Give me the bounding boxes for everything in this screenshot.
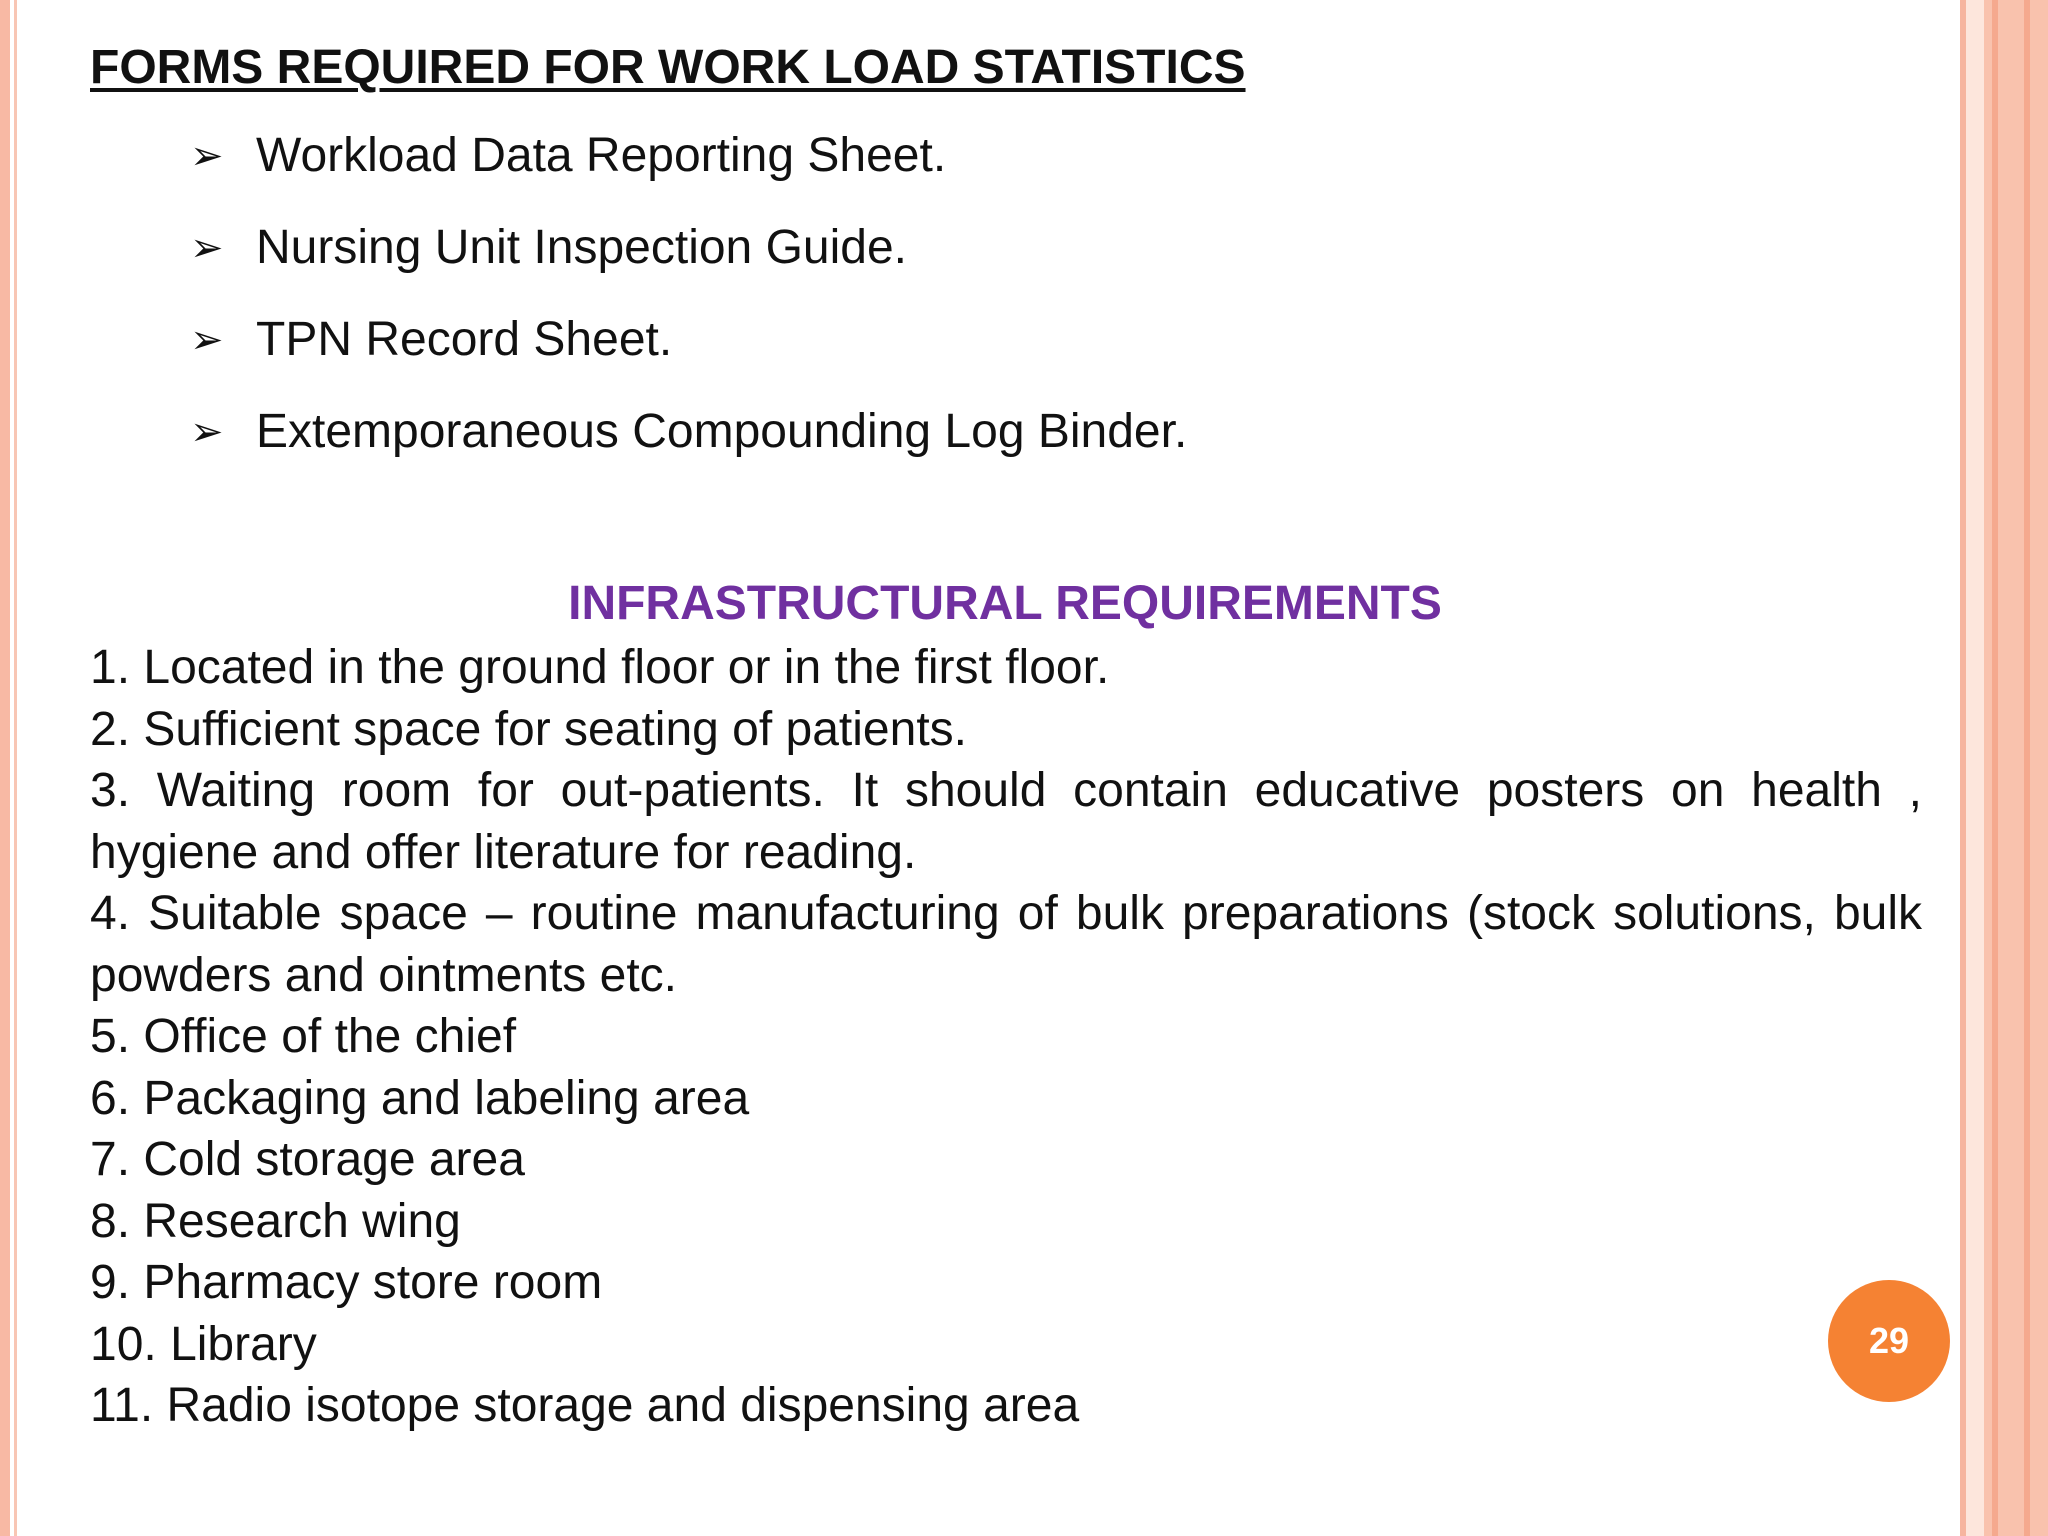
forms-list-item-text: Workload Data Reporting Sheet. <box>256 129 947 182</box>
infrastructure-list-item: 4. Suitable space – routine manufacturing of bulk preparations (stock solutions, bulk powders and ointments etc. <box>90 887 1922 1002</box>
infrastructure-list-item: 8. Research wing <box>90 1194 461 1248</box>
forms-list-item-text: Extemporaneous Compounding Log Binder. <box>256 405 1188 458</box>
forms-list-item <box>190 220 1187 312</box>
arrow-bullet-icon: ➢ <box>190 318 224 362</box>
frame-right-band <box>1966 0 1984 1536</box>
page-number-badge: 29 <box>1828 1280 1950 1402</box>
forms-list-item <box>190 312 1187 404</box>
arrow-bullet-icon: ➢ <box>190 410 224 454</box>
infrastructure-list-item: 9. Pharmacy store room <box>90 1256 603 1309</box>
forms-list-item-text: TPN Record Sheet. <box>256 313 673 366</box>
frame-right-outer-line-2 <box>2024 0 2030 1536</box>
infrastructure-heading: INFRASTRUCTURAL REQUIREMENTS <box>568 577 1442 630</box>
infrastructure-list-item: 7. Cold storage area <box>90 1133 525 1186</box>
forms-heading: FORMS REQUIRED FOR WORK LOAD STATISTICS <box>90 41 1246 94</box>
arrow-bullet-icon: ➢ <box>190 134 224 178</box>
forms-list-item <box>190 404 1187 496</box>
infrastructure-list-item: 2. Sufficient space for seating of patients. <box>90 702 967 756</box>
forms-list <box>190 128 1187 496</box>
frame-left-line <box>14 0 17 1536</box>
infrastructure-list-item: 11. Radio isotope storage and dispensing area <box>90 1379 1080 1432</box>
infrastructure-list-item: 5. Office of the chief <box>90 1010 517 1063</box>
forms-list-item-text: Nursing Unit Inspection Guide. <box>256 221 907 274</box>
infrastructure-list-item: 3. Waiting room for out-patients. It should contain educative posters on health , hygiene and offer literature for reading. <box>90 764 1922 879</box>
infrastructure-list-item: 6. Packaging and labeling area <box>90 1071 750 1125</box>
infrastructure-list-item: 10. Library <box>90 1317 317 1371</box>
infrastructure-list-item: 1. Located in the ground floor or in the first floor. <box>90 641 1110 694</box>
frame-left-border <box>0 0 10 1536</box>
forms-list-item <box>190 128 1187 220</box>
infrastructure-list <box>90 637 1922 1437</box>
frame-right-outer-line <box>1992 0 1998 1536</box>
arrow-bullet-icon: ➢ <box>190 226 224 270</box>
